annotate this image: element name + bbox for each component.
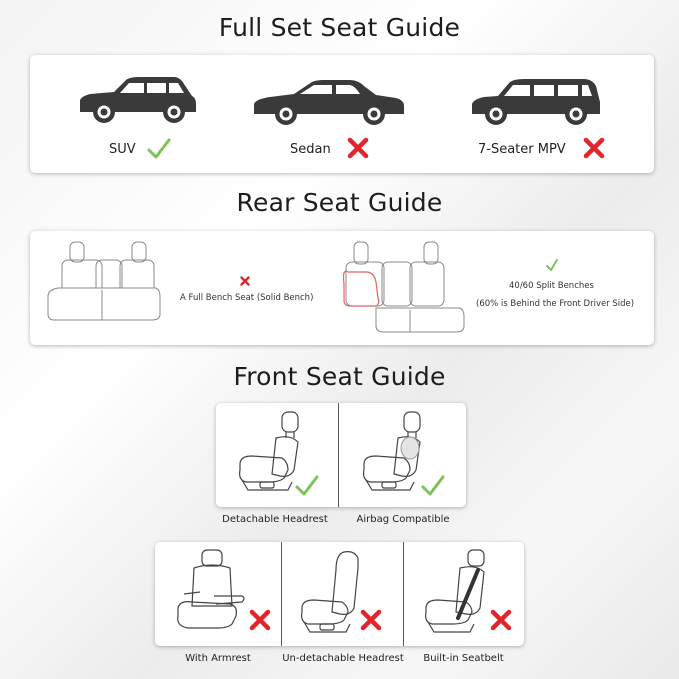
armrest-seat-icon [170,546,250,636]
full-set-title: Full Set Seat Guide [218,13,461,42]
divider [403,542,404,646]
cross-icon [240,276,250,286]
mpv-icon [466,74,608,130]
split-bench-line1: 40/60 Split Benches [509,281,594,291]
split-bench-seat-icon [336,238,468,334]
check-icon [420,474,446,498]
airbag-compatible-seat-icon [356,408,430,498]
cross-icon [360,609,382,631]
sedan-icon [250,76,408,130]
vehicle-label-suv: SUV [109,142,136,157]
front-seat-title: Front Seat Guide [233,362,446,391]
caption-with-armrest: With Armrest [185,653,251,664]
check-icon [294,474,320,498]
divider [281,542,282,646]
check-icon [545,258,559,272]
caption-airbag-compatible: Airbag Compatible [356,514,450,525]
check-icon [146,137,172,161]
cross-icon [583,137,605,159]
caption-built-in-seatbelt: Built-in Seatbelt [423,653,504,664]
cross-icon [249,609,271,631]
vehicle-label-mpv: 7-Seater MPV [478,142,566,157]
caption-undetachable-headrest: Un-detachable Headrest [282,653,404,664]
suv-icon [74,72,204,130]
caption-detachable-headrest: Detachable Headrest [222,514,328,525]
rear-seat-title: Rear Seat Guide [236,188,443,217]
vehicle-label-sedan: Sedan [290,142,331,157]
solid-bench-label: A Full Bench Seat (Solid Bench) [180,293,314,303]
cross-icon [347,137,369,159]
built-in-seatbelt-seat-icon [420,546,500,636]
split-bench-line2: (60% is Behind the Front Driver Side) [476,299,635,309]
solid-bench-seat-icon [44,238,164,324]
cross-icon [490,609,512,631]
divider [338,403,339,507]
